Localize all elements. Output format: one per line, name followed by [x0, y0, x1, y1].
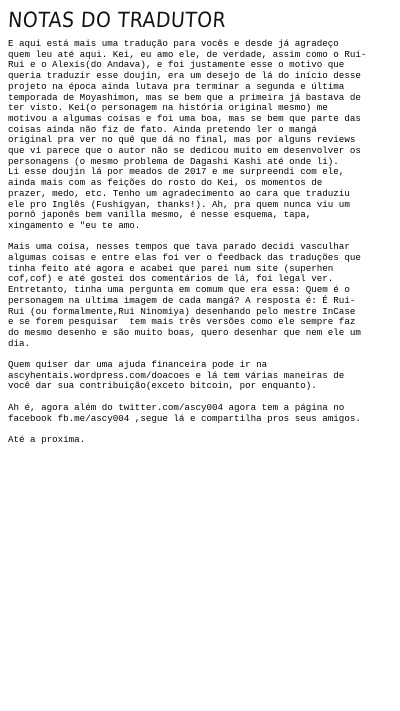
notes-paragraph: [8, 242, 394, 349]
text-line: Li esse doujin lá por meados de 2017 e me surpreendi com ele,: [8, 166, 345, 178]
text-line: Entretanto, tinha uma pergunta em comum que era essa: Quem é o: [8, 284, 350, 296]
text-line: Até a proxima.: [8, 433, 86, 445]
text-line: ascyhentais.wordpress.com/doacoes e lá tem várias maneiras de: [8, 369, 345, 381]
text-line: Mais uma coisa, nesses tempos que tava parado decidi vasculhar: [8, 241, 350, 253]
text-line: queria traduzir esse doujin, era um desejo de lá do início desse: [8, 70, 361, 82]
text-line: Ah é, agora além do twitter.com/ascy004 agora tem a página no: [8, 401, 345, 413]
text-line: motivou a algumas coisas e foi uma boa, mas se bem que parte das: [8, 112, 361, 124]
text-line: xingamento e "eu te amo.: [8, 219, 141, 231]
text-line: e se forem pesquisar tem mais três versões como ele sempre faz: [8, 316, 356, 328]
text-line: personagem na ultima imagem de cada mangá? A resposta é: É Rui-: [8, 294, 356, 306]
text-line: coisas ainda não fiz de fato. Ainda pretendo ler o mangá: [8, 123, 317, 135]
text-line: pornô japonês bem vanilla mesmo, é nesse esquema, tapa,: [8, 209, 312, 221]
notes-paragraph: [8, 360, 394, 392]
page-title: NOTAS DO TRADUTOR: [7, 8, 227, 32]
text-line: Quem quiser dar uma ajuda financeira pode ir na: [8, 359, 268, 371]
text-line: Rui e o Alexis(do Andava), e foi justamente esse o motivo que: [8, 59, 345, 71]
text-line: E aqui está mais uma tradução para vocês e desde já agradeço: [8, 38, 339, 49]
text-line: dia.: [8, 337, 31, 349]
text-line: Rui (ou formalmente,Rui Ninomiya) desenhando pelo mestre InCase: [8, 305, 356, 317]
text-line: prazer, medo, etc. Tenho um agradecimento ao cara que traduziu: [8, 187, 350, 199]
text-line: que vi parece que o autor não se dedicou muito em desenvolver os: [8, 145, 361, 157]
text-line: original pra ver no quê que dá no final, mas por alguns reviews: [8, 134, 356, 146]
notes-paragraph: [8, 39, 394, 232]
text-line: temporada de Moyashimon, mas se bem que a primeira já bastava de: [8, 91, 361, 103]
text-line: ter visto. Kei(o personagem na história original mesmo) me: [8, 102, 328, 114]
text-line: facebook fb.me/ascy004 ,segue lá e compartilha pros seus amigos.: [8, 412, 361, 424]
notes-paragraph: [8, 403, 394, 424]
text-line: personagens (o mesmo problema de Dagashi Kashi até onde li).: [8, 155, 339, 167]
text-line: projeto na época ainda lutava pra terminar a segunda e última: [8, 80, 345, 92]
notes-paragraph: [8, 435, 394, 446]
notes-body: [8, 39, 394, 456]
text-line: ele pro Inglês (Fushigyan, thanks!). Ah, pra quem nunca viu um: [8, 198, 350, 210]
text-line: ainda mais com as feições do rosto do Kei, os momentos de: [8, 177, 323, 189]
text-line: quem leu até aqui. Kei, eu amo ele, de verdade, assim como o Rui-: [8, 48, 367, 60]
text-line: você dar sua contribuição(exceto bitcoin, por enquanto).: [8, 380, 317, 392]
text-line: tinha feito até agora e acabei que parei num site (superhen: [8, 262, 334, 274]
text-line: algumas coisas e entre elas foi ver o feedback das traduções que: [8, 252, 361, 264]
text-line: do mesmo desenho e são muito boas, quero desenhar que nem ele um: [8, 326, 361, 338]
text-line: cof,cof) e até gostei dos comentários de lá, foi legal ver.: [8, 273, 334, 285]
